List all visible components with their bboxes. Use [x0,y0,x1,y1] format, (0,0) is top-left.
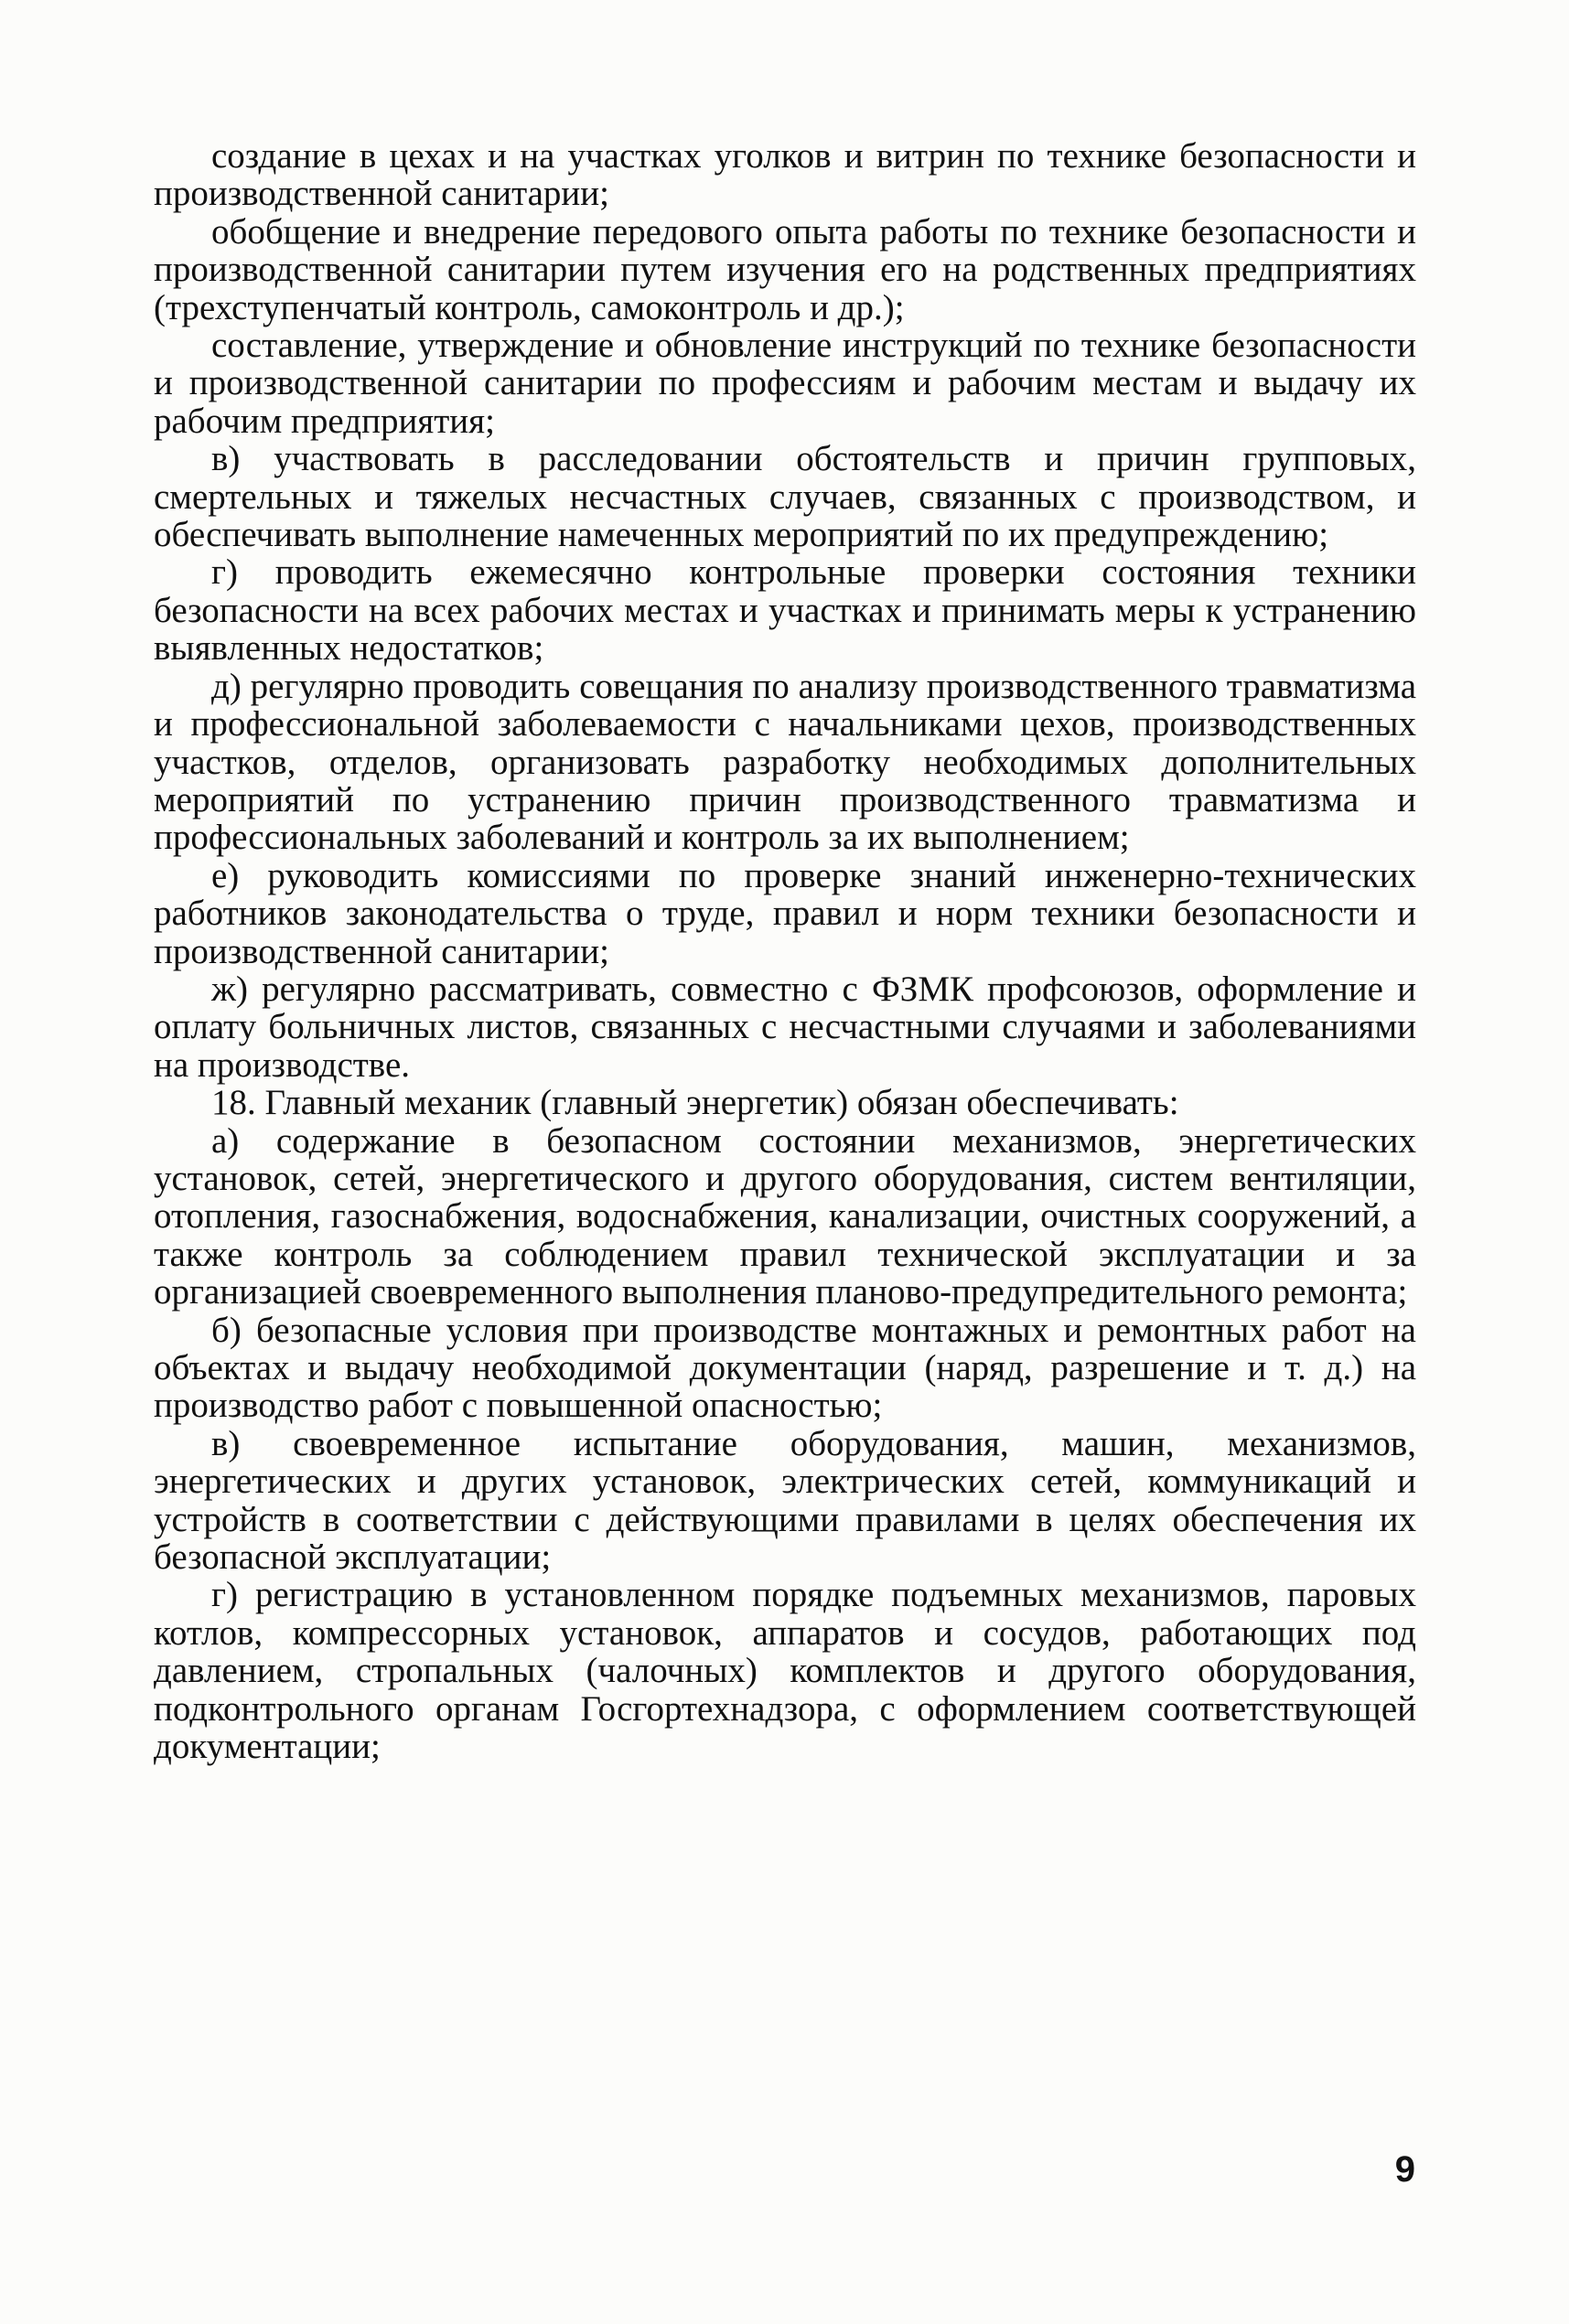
paragraph: создание в цехах и на участках уголков и витрин по технике безопасности и производственной санитарии; [154,136,1416,214]
paragraph: д) регулярно проводить совещания по анализу производственного травматизма и профессиональной заболеваемости с начальниками цехов, производственных участков, отделов, организовать разработку необходимых дополнительных мероприятий по устранению причин производственного травматизма и профессиональных заболеваний и контроль за их выполнением; [154,666,1416,858]
paragraph: г) проводить ежемесячно контрольные проверки состояния техники безопасности на всех рабочих местах и участках и принимать меры к устранению выявленных недостатков; [154,552,1416,669]
paragraph: ж) регулярно рассматривать, совместно с ФЗМК профсоюзов, оформление и оплату больничных листов, связанных с несчастными случаями и заболеваниями на производстве. [154,969,1416,1085]
page-number: 9 [1394,2149,1415,2190]
paragraph: б) безопасные условия при производстве монтажных и ремонтных работ на объектах и выдачу необходимой документации (наряд, разрешение и т. д.) на производство работ с повышенной опасностью; [154,1310,1416,1426]
paragraph: 18. Главный механик (главный энергетик) обязан обеспечивать: [211,1083,1179,1123]
paragraph: а) содержание в безопасном состоянии механизмов, энергетических установок, сетей, энергетического и другого оборудования, систем вентиляции, отопления, газоснабжения, водоснабжения, канализации, очистных сооружений, а также контроль за соблюдением правил технической эксплуатации и за организацией своевременного выполнения планово-предупредительного ремонта; [154,1120,1416,1312]
paragraph: обобщение и внедрение передового опыта работы по технике безопасности и производственной санитарии путем изучения его на родственных предприятиях (трехступенчатый контроль, самоконтроль и др.); [154,211,1416,327]
paragraph: составление, утверждение и обновление инструкций по технике безопасности и производственной санитарии по профессиям и рабочим местам и выдачу их рабочим предприятия; [154,326,1416,441]
body-text [154,137,1416,1765]
paragraph: в) участвовать в расследовании обстоятельств и причин групповых, смертельных и тяжелых несчастных случаев, связанных с производством, и обеспечивать выполнение намеченных мероприятий по их предупреждению; [154,439,1416,555]
paragraph: е) руководить комиссиями по проверке знаний инженерно-технических работников законодательства о труде, правил и норм техники безопасности и производственной санитарии; [154,855,1416,971]
paragraph: г) регистрацию в установленном порядке подъемных механизмов, паровых котлов, компрессорных установок, аппаратов и сосудов, работающих под давлением, стропальных (чалочных) комплектов и другого оборудования, подконтрольного органам Госгортехнадзора, с оформлением соответствующей документации; [154,1575,1416,1767]
paragraph: в) своевременное испытание оборудования, машин, механизмов, энергетических и других установок, электрических сетей, коммуникаций и устройств в соответствии с действующими правилами в целях обеспечения их безопасной эксплуатации; [154,1423,1416,1578]
